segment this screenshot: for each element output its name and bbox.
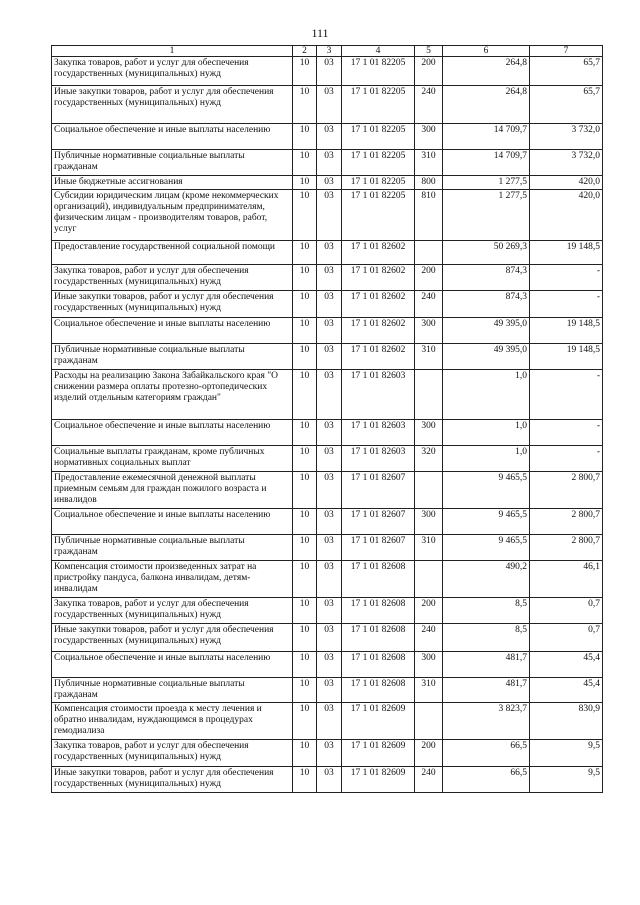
row-name-cell: Публичные нормативные социальные выплаты гражданам <box>52 150 293 176</box>
table-header-row <box>52 46 603 57</box>
executed-amount-cell: 420,0 <box>530 176 603 190</box>
row-name-cell: Публичные нормативные социальные выплаты гражданам <box>52 535 293 561</box>
section-code-cell: 10 <box>293 446 317 472</box>
target-article-cell: 17 1 01 82608 <box>342 598 415 624</box>
executed-amount-cell: 2 800,7 <box>530 535 603 561</box>
subsection-code-cell: 03 <box>317 176 342 190</box>
expense-type-cell: 240 <box>415 624 443 652</box>
table-row <box>52 57 603 86</box>
target-article-cell: 17 1 01 82608 <box>342 652 415 678</box>
executed-amount-cell: 2 800,7 <box>530 472 603 509</box>
row-name-cell: Социальное обеспечение и иные выплаты населению <box>52 318 293 344</box>
expense-type-cell: 240 <box>415 86 443 124</box>
expense-type-cell: 320 <box>415 446 443 472</box>
subsection-code-cell: 03 <box>317 370 342 420</box>
target-article-cell: 17 1 01 82602 <box>342 291 415 318</box>
target-article-cell: 17 1 01 82205 <box>342 124 415 150</box>
section-code-cell: 10 <box>293 150 317 176</box>
amount-cell: 874,3 <box>443 265 530 291</box>
target-article-cell: 17 1 01 82608 <box>342 561 415 598</box>
subsection-code-cell: 03 <box>317 124 342 150</box>
executed-amount-cell: 19 148,5 <box>530 318 603 344</box>
section-code-cell: 10 <box>293 740 317 767</box>
subsection-code-cell: 03 <box>317 57 342 86</box>
subsection-code-cell: 03 <box>317 598 342 624</box>
expense-type-cell <box>415 703 443 740</box>
executed-amount-cell: 3 732,0 <box>530 124 603 150</box>
subsection-code-cell: 03 <box>317 624 342 652</box>
amount-cell: 9 465,5 <box>443 509 530 535</box>
table-row <box>52 678 603 703</box>
executed-amount-cell: 420,0 <box>530 190 603 241</box>
executed-amount-cell: 3 732,0 <box>530 150 603 176</box>
section-code-cell: 10 <box>293 318 317 344</box>
row-name-cell: Компенсация стоимости произведенных затрат на пристройку пандуса, балкона инвалидам, детям-инвалидам <box>52 561 293 598</box>
subsection-code-cell: 03 <box>317 535 342 561</box>
section-code-cell: 10 <box>293 344 317 370</box>
table-body <box>52 57 603 793</box>
row-name-cell: Иные закупки товаров, работ и услуг для обеспечения государственных (муниципальных) нужд <box>52 291 293 318</box>
amount-cell: 264,8 <box>443 86 530 124</box>
subsection-code-cell: 03 <box>317 190 342 241</box>
row-name-cell: Закупка товаров, работ и услуг для обеспечения государственных (муниципальных) нужд <box>52 265 293 291</box>
column-header: 5 <box>415 46 443 57</box>
subsection-code-cell: 03 <box>317 652 342 678</box>
row-name-cell: Субсидии юридическим лицам (кроме некоммерческих организаций), индивидуальным предпринимателям, физическим лицам - производителям товаров, работ, услуг <box>52 190 293 241</box>
expense-type-cell: 300 <box>415 318 443 344</box>
target-article-cell: 17 1 01 82603 <box>342 420 415 446</box>
subsection-code-cell: 03 <box>317 678 342 703</box>
amount-cell: 481,7 <box>443 652 530 678</box>
target-article-cell: 17 1 01 82609 <box>342 703 415 740</box>
row-name-cell: Закупка товаров, работ и услуг для обеспечения государственных (муниципальных) нужд <box>52 57 293 86</box>
expense-type-cell: 300 <box>415 652 443 678</box>
amount-cell: 8,5 <box>443 598 530 624</box>
table-row <box>52 86 603 124</box>
row-name-cell: Закупка товаров, работ и услуг для обеспечения государственных (муниципальных) нужд <box>52 598 293 624</box>
amount-cell: 1,0 <box>443 420 530 446</box>
amount-cell: 874,3 <box>443 291 530 318</box>
table-row <box>52 509 603 535</box>
row-name-cell: Компенсация стоимости проезда к месту лечения и обратно инвалидам, нуждающимся в процедурах гемодиализа <box>52 703 293 740</box>
target-article-cell: 17 1 01 82602 <box>342 318 415 344</box>
amount-cell: 50 269,3 <box>443 241 530 265</box>
table-row <box>52 598 603 624</box>
column-header: 3 <box>317 46 342 57</box>
amount-cell: 1 277,5 <box>443 190 530 241</box>
subsection-code-cell: 03 <box>317 509 342 535</box>
executed-amount-cell: 19 148,5 <box>530 241 603 265</box>
target-article-cell: 17 1 01 82607 <box>342 472 415 509</box>
subsection-code-cell: 03 <box>317 561 342 598</box>
table-row <box>52 241 603 265</box>
subsection-code-cell: 03 <box>317 265 342 291</box>
section-code-cell: 10 <box>293 291 317 318</box>
expense-type-cell: 200 <box>415 740 443 767</box>
executed-amount-cell: 65,7 <box>530 86 603 124</box>
target-article-cell: 17 1 01 82607 <box>342 509 415 535</box>
table-row <box>52 740 603 767</box>
expense-type-cell: 300 <box>415 124 443 150</box>
executed-amount-cell: 45,4 <box>530 678 603 703</box>
column-header: 6 <box>443 46 530 57</box>
target-article-cell: 17 1 01 82602 <box>342 344 415 370</box>
expense-type-cell: 200 <box>415 598 443 624</box>
target-article-cell: 17 1 01 82205 <box>342 57 415 86</box>
target-article-cell: 17 1 01 82205 <box>342 176 415 190</box>
section-code-cell: 10 <box>293 176 317 190</box>
expense-type-cell <box>415 472 443 509</box>
target-article-cell: 17 1 01 82205 <box>342 86 415 124</box>
expense-type-cell: 810 <box>415 190 443 241</box>
table-row <box>52 370 603 420</box>
table-row <box>52 318 603 344</box>
expense-type-cell: 310 <box>415 678 443 703</box>
amount-cell: 9 465,5 <box>443 535 530 561</box>
amount-cell: 1,0 <box>443 446 530 472</box>
row-name-cell: Иные закупки товаров, работ и услуг для обеспечения государственных (муниципальных) нужд <box>52 767 293 793</box>
executed-amount-cell: - <box>530 265 603 291</box>
column-header: 2 <box>293 46 317 57</box>
column-header: 4 <box>342 46 415 57</box>
section-code-cell: 10 <box>293 652 317 678</box>
subsection-code-cell: 03 <box>317 344 342 370</box>
row-name-cell: Предоставление ежемесячной денежной выплаты приемным семьям для граждан пожилого возраста и инвалидов <box>52 472 293 509</box>
table-row <box>52 176 603 190</box>
expense-type-cell: 300 <box>415 420 443 446</box>
executed-amount-cell: 9,5 <box>530 767 603 793</box>
subsection-code-cell: 03 <box>317 740 342 767</box>
amount-cell: 1 277,5 <box>443 176 530 190</box>
section-code-cell: 10 <box>293 598 317 624</box>
amount-cell: 14 709,7 <box>443 124 530 150</box>
executed-amount-cell: 0,7 <box>530 598 603 624</box>
expense-type-cell <box>415 561 443 598</box>
row-name-cell: Социальные выплаты гражданам, кроме публичных нормативных социальных выплат <box>52 446 293 472</box>
section-code-cell: 10 <box>293 265 317 291</box>
table-row <box>52 472 603 509</box>
row-name-cell: Иные закупки товаров, работ и услуг для обеспечения государственных (муниципальных) нужд <box>52 86 293 124</box>
target-article-cell: 17 1 01 82205 <box>342 150 415 176</box>
target-article-cell: 17 1 01 82608 <box>342 624 415 652</box>
expense-type-cell: 200 <box>415 265 443 291</box>
executed-amount-cell: 19 148,5 <box>530 344 603 370</box>
expense-type-cell: 240 <box>415 291 443 318</box>
subsection-code-cell: 03 <box>317 767 342 793</box>
executed-amount-cell: - <box>530 420 603 446</box>
target-article-cell: 17 1 01 82609 <box>342 767 415 793</box>
target-article-cell: 17 1 01 82205 <box>342 190 415 241</box>
amount-cell: 481,7 <box>443 678 530 703</box>
amount-cell: 3 823,7 <box>443 703 530 740</box>
subsection-code-cell: 03 <box>317 291 342 318</box>
executed-amount-cell: 46,1 <box>530 561 603 598</box>
target-article-cell: 17 1 01 82609 <box>342 740 415 767</box>
page-number: 111 <box>311 26 329 40</box>
subsection-code-cell: 03 <box>317 241 342 265</box>
row-name-cell: Публичные нормативные социальные выплаты гражданам <box>52 678 293 703</box>
target-article-cell: 17 1 01 82607 <box>342 535 415 561</box>
row-name-cell: Социальное обеспечение и иные выплаты населению <box>52 652 293 678</box>
subsection-code-cell: 03 <box>317 472 342 509</box>
amount-cell: 8,5 <box>443 624 530 652</box>
executed-amount-cell: 2 800,7 <box>530 509 603 535</box>
section-code-cell: 10 <box>293 703 317 740</box>
target-article-cell: 17 1 01 82603 <box>342 370 415 420</box>
amount-cell: 14 709,7 <box>443 150 530 176</box>
table-row <box>52 420 603 446</box>
row-name-cell: Предоставление государственной социальной помощи <box>52 241 293 265</box>
expense-type-cell <box>415 241 443 265</box>
budget-table <box>51 45 603 793</box>
row-name-cell: Расходы на реализацию Закона Забайкальского края "О снижении размера оплаты протезно-ортопедических изделий отдельным категориям граждан" <box>52 370 293 420</box>
executed-amount-cell: 45,4 <box>530 652 603 678</box>
amount-cell: 49 395,0 <box>443 344 530 370</box>
target-article-cell: 17 1 01 82602 <box>342 265 415 291</box>
expense-type-cell: 310 <box>415 344 443 370</box>
table-row <box>52 767 603 793</box>
amount-cell: 1,0 <box>443 370 530 420</box>
row-name-cell: Социальное обеспечение и иные выплаты населению <box>52 420 293 446</box>
section-code-cell: 10 <box>293 124 317 150</box>
row-name-cell: Социальное обеспечение и иные выплаты населению <box>52 124 293 150</box>
subsection-code-cell: 03 <box>317 86 342 124</box>
target-article-cell: 17 1 01 82602 <box>342 241 415 265</box>
table-row <box>52 624 603 652</box>
table-row <box>52 344 603 370</box>
row-name-cell: Иные бюджетные ассигнования <box>52 176 293 190</box>
section-code-cell: 10 <box>293 190 317 241</box>
amount-cell: 66,5 <box>443 740 530 767</box>
section-code-cell: 10 <box>293 241 317 265</box>
column-header: 7 <box>530 46 603 57</box>
expense-type-cell: 310 <box>415 535 443 561</box>
section-code-cell: 10 <box>293 86 317 124</box>
expense-type-cell: 200 <box>415 57 443 86</box>
subsection-code-cell: 03 <box>317 318 342 344</box>
amount-cell: 9 465,5 <box>443 472 530 509</box>
table-row <box>52 265 603 291</box>
table-row <box>52 190 603 241</box>
target-article-cell: 17 1 01 82608 <box>342 678 415 703</box>
executed-amount-cell: - <box>530 370 603 420</box>
executed-amount-cell: - <box>530 446 603 472</box>
amount-cell: 49 395,0 <box>443 318 530 344</box>
section-code-cell: 10 <box>293 472 317 509</box>
section-code-cell: 10 <box>293 509 317 535</box>
table-row <box>52 446 603 472</box>
section-code-cell: 10 <box>293 678 317 703</box>
target-article-cell: 17 1 01 82603 <box>342 446 415 472</box>
row-name-cell: Иные закупки товаров, работ и услуг для обеспечения государственных (муниципальных) нужд <box>52 624 293 652</box>
expense-type-cell <box>415 370 443 420</box>
table-row <box>52 652 603 678</box>
expense-type-cell: 240 <box>415 767 443 793</box>
executed-amount-cell: 830,9 <box>530 703 603 740</box>
subsection-code-cell: 03 <box>317 703 342 740</box>
executed-amount-cell: 65,7 <box>530 57 603 86</box>
amount-cell: 264,8 <box>443 57 530 86</box>
table-row <box>52 703 603 740</box>
section-code-cell: 10 <box>293 535 317 561</box>
section-code-cell: 10 <box>293 767 317 793</box>
amount-cell: 66,5 <box>443 767 530 793</box>
table-row <box>52 535 603 561</box>
executed-amount-cell: 0,7 <box>530 624 603 652</box>
section-code-cell: 10 <box>293 57 317 86</box>
expense-type-cell: 300 <box>415 509 443 535</box>
table-row <box>52 124 603 150</box>
executed-amount-cell: 9,5 <box>530 740 603 767</box>
executed-amount-cell: - <box>530 291 603 318</box>
row-name-cell: Закупка товаров, работ и услуг для обеспечения государственных (муниципальных) нужд <box>52 740 293 767</box>
section-code-cell: 10 <box>293 624 317 652</box>
expense-type-cell: 310 <box>415 150 443 176</box>
column-header: 1 <box>52 46 293 57</box>
table-row <box>52 291 603 318</box>
table-row <box>52 561 603 598</box>
expense-type-cell: 800 <box>415 176 443 190</box>
section-code-cell: 10 <box>293 561 317 598</box>
subsection-code-cell: 03 <box>317 446 342 472</box>
row-name-cell: Публичные нормативные социальные выплаты гражданам <box>52 344 293 370</box>
subsection-code-cell: 03 <box>317 150 342 176</box>
amount-cell: 490,2 <box>443 561 530 598</box>
table-row <box>52 150 603 176</box>
row-name-cell: Социальное обеспечение и иные выплаты населению <box>52 509 293 535</box>
subsection-code-cell: 03 <box>317 420 342 446</box>
section-code-cell: 10 <box>293 420 317 446</box>
section-code-cell: 10 <box>293 370 317 420</box>
